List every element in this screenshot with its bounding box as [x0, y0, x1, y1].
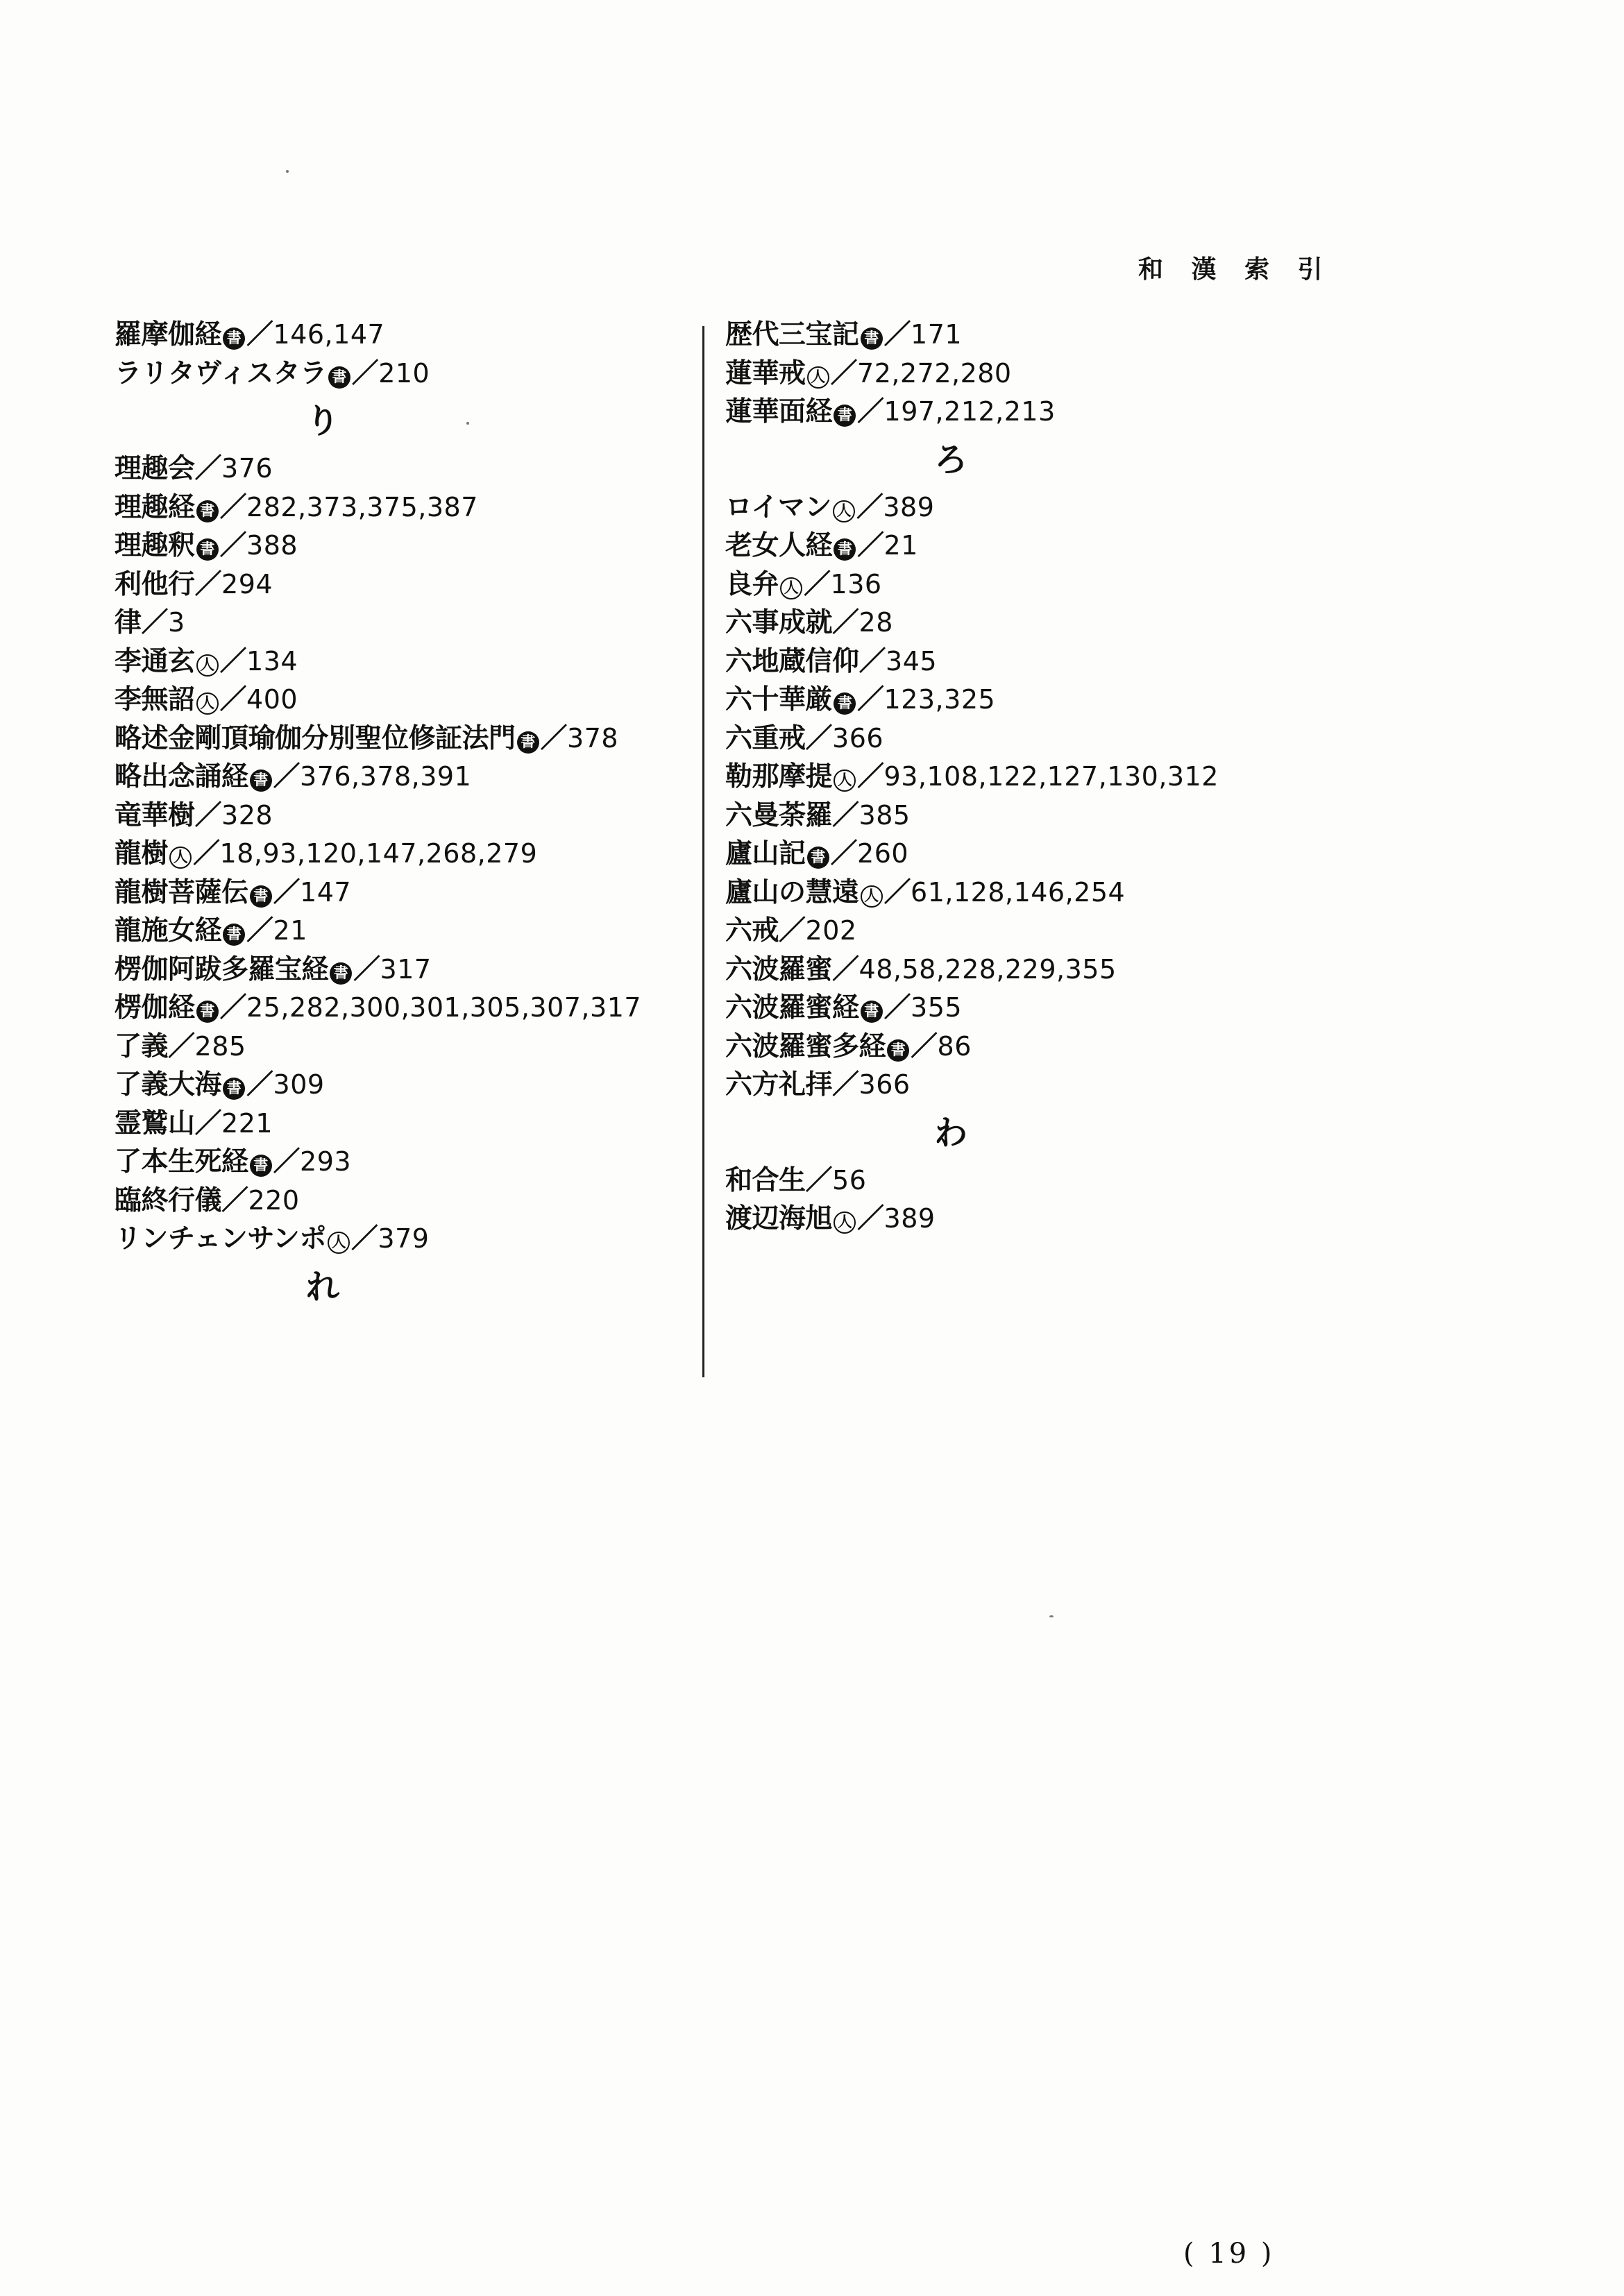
page-number: ( 19 )	[1183, 2238, 1275, 2270]
person-mark-icon: 人	[834, 769, 856, 792]
entry-separator: ／	[832, 953, 859, 985]
index-entry	[725, 951, 1294, 989]
entry-term: 六方礼拝	[725, 1069, 833, 1100]
entry-separator: ／	[830, 837, 858, 869]
entry-pages: 48,58,228,229,355	[858, 953, 1117, 985]
index-entry	[725, 393, 1294, 432]
index-entry	[115, 316, 697, 355]
entry-pages: 400	[246, 684, 298, 715]
entry-pages: 366	[832, 722, 884, 754]
index-entry	[725, 1200, 1294, 1239]
entry-separator: ／	[804, 568, 831, 600]
index-entry	[115, 951, 697, 989]
entry-separator: ／	[857, 683, 884, 715]
entry-separator: ／	[830, 357, 858, 389]
entry-pages: 202	[805, 915, 857, 946]
entry-pages: 309	[273, 1069, 325, 1100]
index-entry	[115, 681, 697, 720]
entry-term: ロイマン	[725, 491, 831, 523]
entry-pages: 210	[378, 357, 430, 389]
index-entry	[115, 874, 697, 912]
entry-term: 了義大海	[115, 1069, 222, 1100]
index-entry	[115, 488, 697, 527]
entry-pages: 345	[886, 645, 938, 677]
entry-term: 六波羅蜜	[725, 953, 833, 985]
index-entry	[115, 797, 697, 835]
entry-term: 律	[115, 606, 142, 638]
entry-term: 和合生	[725, 1164, 806, 1196]
book-mark-icon: 書	[196, 1001, 219, 1023]
index-entry	[115, 1182, 697, 1221]
index-entry	[725, 720, 1294, 758]
index-entry	[115, 1220, 697, 1259]
kana-section-heading: れ	[305, 1267, 339, 1307]
entry-pages: 197,212,213	[883, 396, 1056, 427]
entry-term: 臨終行儀	[115, 1184, 222, 1216]
index-column-left	[115, 316, 697, 1316]
entry-pages: 123,325	[883, 684, 996, 715]
entry-term: 利他行	[115, 568, 195, 600]
person-mark-icon: 人	[861, 885, 883, 908]
person-mark-icon: 人	[196, 692, 219, 715]
entry-pages: 282,373,375,387	[246, 491, 478, 522]
index-entry	[725, 758, 1294, 797]
entry-pages: 379	[378, 1223, 430, 1254]
entry-pages: 220	[248, 1184, 300, 1216]
entry-term: 羅摩伽経	[115, 318, 222, 350]
entry-pages: 61,128,146,254	[911, 876, 1126, 908]
entry-separator: ／	[857, 1202, 884, 1234]
entry-separator: ／	[194, 799, 222, 831]
entry-pages: 18,93,120,147,268,279	[219, 838, 538, 869]
entry-pages: 285	[194, 1030, 246, 1062]
paper-speck	[286, 170, 289, 173]
entry-term: 六戒	[725, 915, 779, 946]
book-mark-icon: 書	[196, 500, 219, 522]
index-entry	[725, 355, 1294, 393]
entry-separator: ／	[193, 837, 220, 869]
entry-pages: 389	[883, 491, 935, 522]
index-entry	[725, 912, 1294, 951]
entry-pages: 260	[857, 838, 909, 869]
book-mark-icon: 書	[834, 538, 856, 561]
book-mark-icon: 書	[330, 962, 352, 985]
entry-separator: ／	[246, 318, 273, 350]
entry-term: 了義	[115, 1030, 169, 1062]
index-entry	[115, 604, 697, 643]
entry-term: 理趣釈	[115, 529, 195, 561]
entry-pages: 355	[911, 992, 963, 1023]
book-mark-icon: 書	[196, 538, 219, 561]
index-entry	[115, 527, 697, 566]
index-entry	[725, 1162, 1294, 1200]
entry-pages: 21	[883, 530, 918, 561]
entry-term: 六事成就	[725, 606, 833, 638]
entry-separator: ／	[832, 799, 859, 831]
entry-separator: ／	[883, 318, 911, 350]
index-entry	[725, 527, 1294, 566]
entry-pages: 294	[221, 568, 273, 599]
book-mark-icon: 書	[223, 924, 245, 946]
entry-separator: ／	[857, 396, 884, 427]
entry-pages: 388	[246, 530, 298, 561]
index-entry	[725, 681, 1294, 720]
index-entry	[115, 1066, 697, 1105]
entry-pages: 86	[937, 1030, 972, 1062]
entry-term: 竜華樹	[115, 799, 195, 831]
entry-separator: ／	[883, 876, 911, 908]
entry-term: 廬山の慧遠	[725, 876, 859, 908]
entry-pages: 221	[221, 1107, 273, 1139]
index-entry	[115, 1143, 697, 1182]
entry-pages: 93,108,122,127,130,312	[883, 761, 1219, 792]
paper-speck	[466, 422, 469, 425]
index-entry	[725, 1028, 1294, 1066]
entry-separator: ／	[857, 529, 884, 561]
running-header: 和 漢 索 引	[1138, 255, 1333, 284]
book-mark-icon: 書	[250, 1155, 272, 1177]
entry-separator: ／	[246, 1069, 273, 1100]
entry-term: 良弁	[725, 568, 779, 600]
entry-pages: 317	[380, 953, 432, 985]
book-mark-icon: 書	[223, 1078, 245, 1100]
index-entry	[115, 450, 697, 488]
column-divider	[702, 326, 704, 1377]
entry-separator: ／	[353, 953, 380, 985]
index-entry	[115, 1028, 697, 1066]
entry-term: 理趣会	[115, 452, 195, 484]
person-mark-icon: 人	[780, 577, 802, 599]
entry-separator: ／	[805, 722, 833, 754]
entry-term: 略出念誦経	[115, 760, 248, 792]
index-entry	[115, 989, 697, 1028]
index-entry	[115, 758, 697, 797]
entry-term: 六十華厳	[725, 683, 833, 715]
entry-pages: 378	[567, 722, 619, 754]
entry-term: 楞伽経	[115, 992, 195, 1023]
book-mark-icon: 書	[834, 405, 856, 427]
person-mark-icon: 人	[196, 654, 219, 677]
book-mark-icon: 書	[861, 328, 883, 350]
index-entry	[725, 874, 1294, 912]
entry-pages: 376	[221, 453, 273, 484]
entry-separator: ／	[779, 915, 806, 946]
entry-pages: 328	[221, 799, 273, 831]
entry-term: 了本生死経	[115, 1146, 248, 1177]
kana-section-heading: わ	[933, 1113, 967, 1153]
kana-section-heading: り	[305, 402, 339, 441]
index-entry	[725, 604, 1294, 643]
entry-separator: ／	[540, 722, 568, 754]
entry-term: 蓮華戒	[725, 357, 806, 389]
entry-separator: ／	[168, 1030, 195, 1062]
index-entry	[115, 355, 697, 393]
entry-separator: ／	[273, 876, 301, 908]
entry-pages: 72,272,280	[857, 357, 1012, 389]
entry-separator: ／	[219, 491, 247, 523]
entry-separator: ／	[273, 1146, 301, 1177]
book-mark-icon: 書	[861, 1001, 883, 1023]
entry-pages: 293	[300, 1146, 352, 1177]
index-entry	[115, 643, 697, 681]
entry-term: 六重戒	[725, 722, 806, 754]
index-entry	[725, 835, 1294, 874]
book-mark-icon: 書	[887, 1039, 909, 1062]
entry-separator: ／	[858, 645, 886, 677]
index-entry	[725, 488, 1294, 527]
index-entry	[725, 1066, 1294, 1105]
index-entry	[115, 1105, 697, 1143]
index-entry	[725, 989, 1294, 1028]
entry-term: 渡辺海旭	[725, 1202, 833, 1234]
entry-pages: 3	[168, 607, 185, 638]
entry-separator: ／	[141, 606, 169, 638]
entry-term: 李無詔	[115, 683, 195, 715]
person-mark-icon: 人	[328, 1232, 350, 1254]
entry-separator: ／	[883, 992, 911, 1023]
entry-term: ラリタヴィスタラ	[115, 357, 327, 389]
entry-separator: ／	[805, 1164, 833, 1196]
entry-term: リンチェンサンポ	[115, 1223, 326, 1255]
entry-separator: ／	[856, 491, 883, 523]
index-entry	[115, 720, 697, 758]
entry-term: 龍樹菩薩伝	[115, 876, 248, 908]
entry-term: 歴代三宝記	[725, 318, 859, 350]
entry-pages: 28	[858, 607, 893, 638]
entry-pages: 376,378,391	[300, 761, 472, 792]
entry-separator: ／	[273, 760, 301, 792]
book-mark-icon: 書	[223, 328, 245, 350]
entry-term: 楞伽阿跋多羅宝経	[115, 953, 329, 985]
entry-pages: 136	[830, 568, 882, 599]
entry-term: 蓮華面経	[725, 396, 833, 427]
entry-pages: 366	[858, 1069, 911, 1100]
index-entry	[115, 912, 697, 951]
entry-pages: 21	[273, 915, 307, 946]
person-mark-icon: 人	[833, 500, 855, 522]
entry-separator: ／	[194, 1107, 222, 1139]
kana-section-heading: ろ	[933, 440, 967, 479]
book-mark-icon: 書	[250, 885, 272, 908]
entry-pages: 134	[246, 645, 298, 677]
person-mark-icon: 人	[807, 366, 829, 389]
index-entry	[725, 316, 1294, 355]
entry-separator: ／	[219, 683, 247, 715]
paper-speck	[1049, 1615, 1054, 1617]
person-mark-icon: 人	[834, 1211, 856, 1234]
book-mark-icon: 書	[328, 366, 350, 389]
index-entry	[115, 566, 697, 604]
entry-term: 理趣経	[115, 491, 195, 523]
entry-pages: 147	[300, 876, 352, 908]
book-mark-icon: 書	[807, 847, 829, 869]
entry-separator: ／	[219, 529, 247, 561]
entry-term: 勒那摩提	[725, 760, 833, 792]
entry-pages: 389	[883, 1203, 936, 1234]
entry-term: 李通玄	[115, 645, 195, 677]
entry-term: 龍施女経	[115, 915, 222, 946]
book-mark-icon: 書	[517, 731, 539, 754]
index-entry	[725, 643, 1294, 681]
entry-separator: ／	[857, 760, 884, 792]
entry-term: 廬山記	[725, 837, 806, 869]
entry-term: 六地蔵信仰	[725, 645, 859, 677]
index-entry	[725, 566, 1294, 604]
book-mark-icon: 書	[834, 692, 856, 715]
index-entry	[115, 835, 697, 874]
entry-separator: ／	[219, 992, 247, 1023]
entry-term: 六曼荼羅	[725, 799, 833, 831]
entry-separator: ／	[832, 606, 859, 638]
entry-pages: 171	[911, 319, 963, 350]
entry-pages: 25,282,300,301,305,307,317	[246, 992, 642, 1023]
index-entry	[725, 797, 1294, 835]
entry-separator: ／	[351, 357, 379, 389]
entry-separator: ／	[219, 645, 247, 677]
entry-pages: 56	[832, 1164, 867, 1196]
entry-separator: ／	[350, 1223, 378, 1255]
entry-separator: ／	[832, 1069, 859, 1100]
entry-separator: ／	[194, 452, 222, 484]
entry-separator: ／	[246, 915, 273, 946]
entry-term: 六波羅蜜経	[725, 992, 859, 1023]
book-mark-icon: 書	[250, 769, 272, 792]
entry-pages: 385	[858, 799, 911, 831]
person-mark-icon: 人	[169, 847, 192, 869]
entry-term: 老女人経	[725, 529, 833, 561]
index-column-right	[725, 316, 1294, 1239]
entry-separator: ／	[911, 1030, 938, 1062]
entry-term: 霊鷲山	[115, 1107, 195, 1139]
entry-term: 龍樹	[115, 837, 169, 869]
entry-separator: ／	[221, 1184, 248, 1216]
entry-separator: ／	[194, 568, 222, 600]
entry-term: 六波羅蜜多経	[725, 1030, 886, 1062]
entry-term: 略述金剛頂瑜伽分別聖位修証法門	[115, 722, 516, 754]
entry-pages: 146,147	[273, 319, 385, 350]
